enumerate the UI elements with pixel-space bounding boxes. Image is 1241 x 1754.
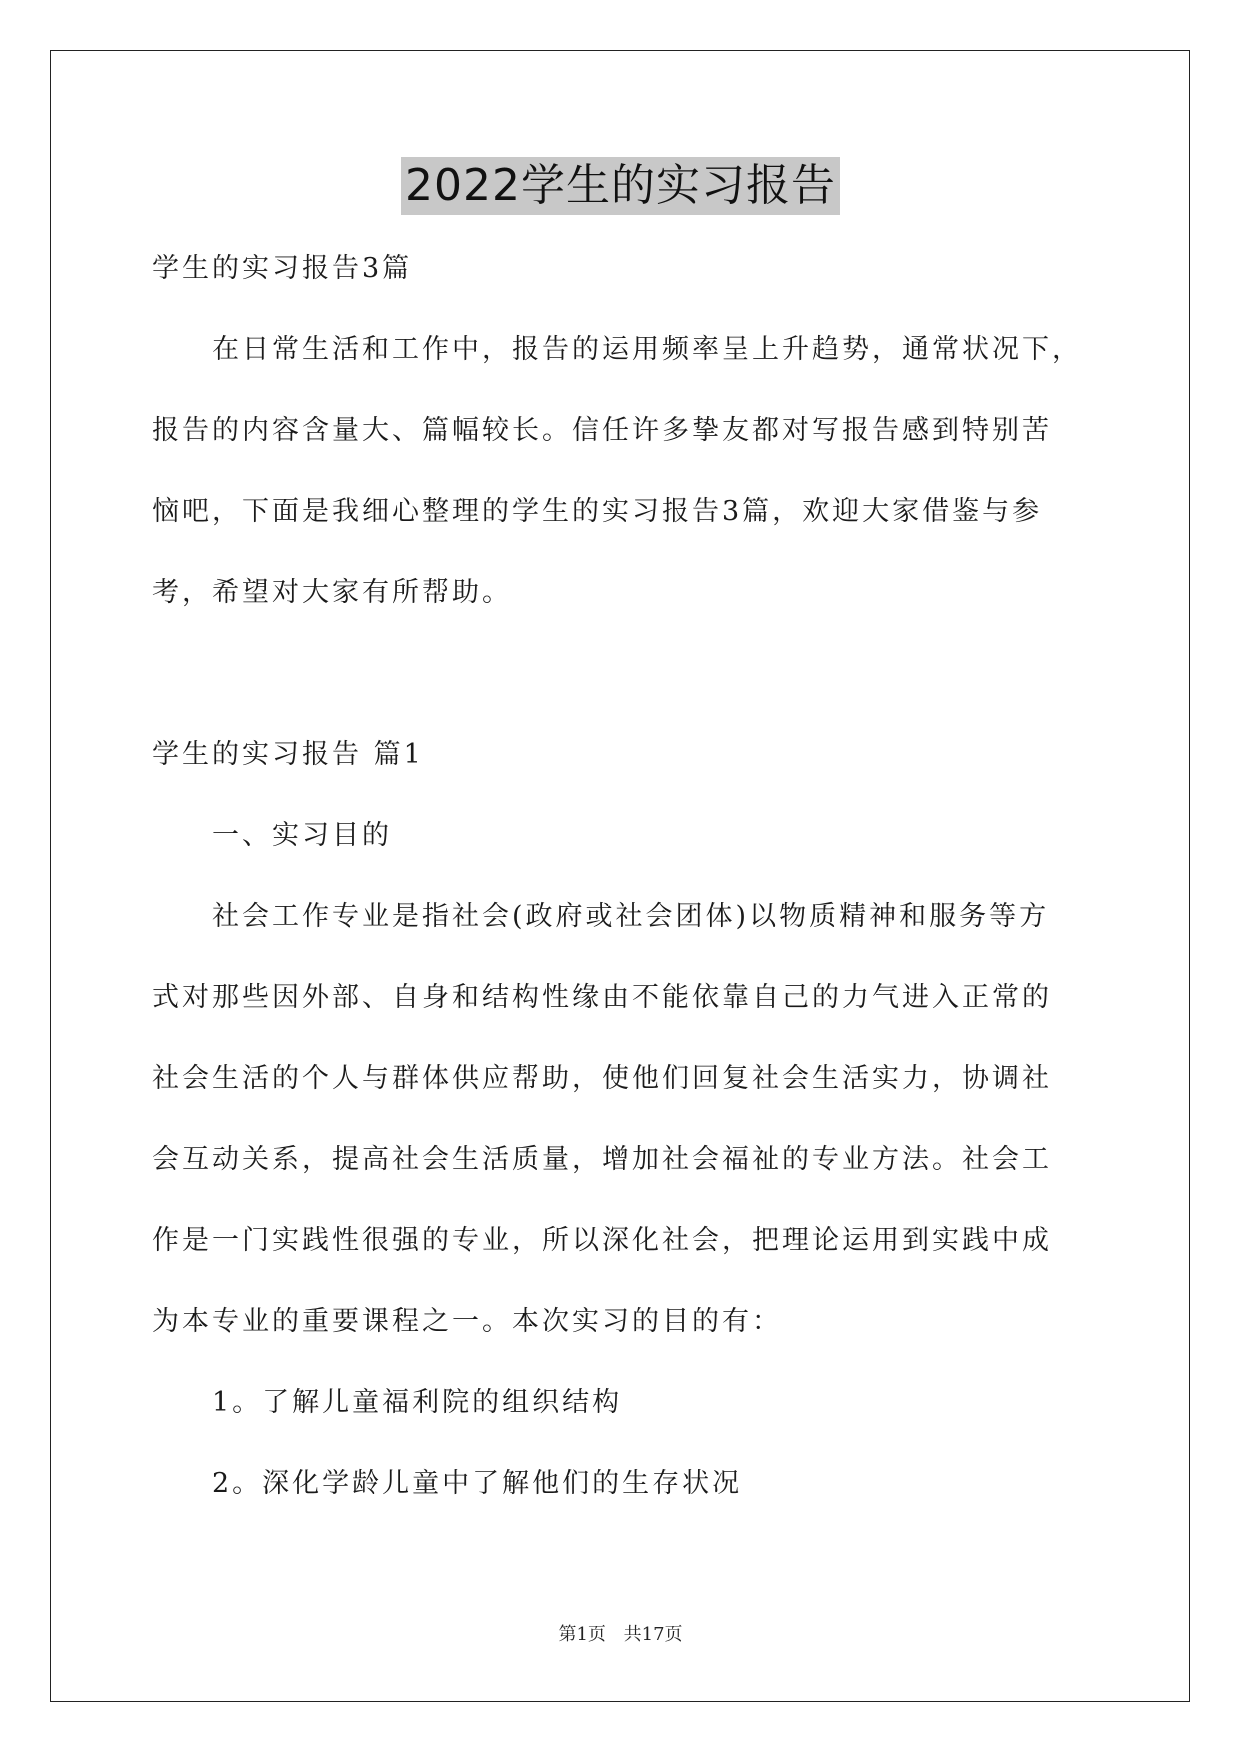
page-total: 共17页 (623, 1624, 683, 1645)
page-footer (0, 1620, 1241, 1646)
intro-line: 在日常生活和工作中，报告的运用频率呈上升趋势，通常状况下， (212, 334, 1082, 365)
paragraph-line: 会互动关系，提高社会生活质量，增加社会福祉的专业方法。社会工 (152, 1144, 1052, 1175)
intro-line: 报告的内容含量大、篇幅较长。信任许多挚友都对写报告感到特别苦 (152, 415, 1052, 446)
page-number: 第1页 (558, 1624, 606, 1645)
intro-line: 考，希望对大家有所帮助。 (152, 577, 512, 608)
paragraph-line: 作是一门实践性很强的专业，所以深化社会，把理论运用到实践中成 (152, 1225, 1052, 1256)
section-heading: 学生的实习报告 篇1 (152, 739, 424, 770)
title-container (0, 157, 1241, 215)
paragraph-line: 社会工作专业是指社会(政府或社会团体)以物质精神和服务等方 (212, 901, 1050, 932)
document-body (152, 228, 1092, 1524)
list-item: 2。深化学龄儿童中了解他们的生存状况 (212, 1468, 743, 1499)
list-item: 1。了解儿童福利院的组织结构 (212, 1387, 623, 1418)
spacer (152, 633, 1092, 714)
document-title: 2022学生的实习报告 (401, 157, 840, 215)
part-heading: 一、实习目的 (212, 820, 392, 851)
paragraph-line: 为本专业的重要课程之一。本次实习的目的有： (152, 1306, 782, 1337)
paragraph-line: 社会生活的个人与群体供应帮助，使他们回复社会生活实力，协调社 (152, 1063, 1052, 1094)
paragraph-line: 式对那些因外部、自身和结构性缘由不能依靠自己的力气进入正常的 (152, 982, 1052, 1013)
intro-line: 恼吧，下面是我细心整理的学生的实习报告3篇，欢迎大家借鉴与参 (152, 496, 1043, 527)
subtitle: 学生的实习报告3篇 (152, 253, 413, 284)
